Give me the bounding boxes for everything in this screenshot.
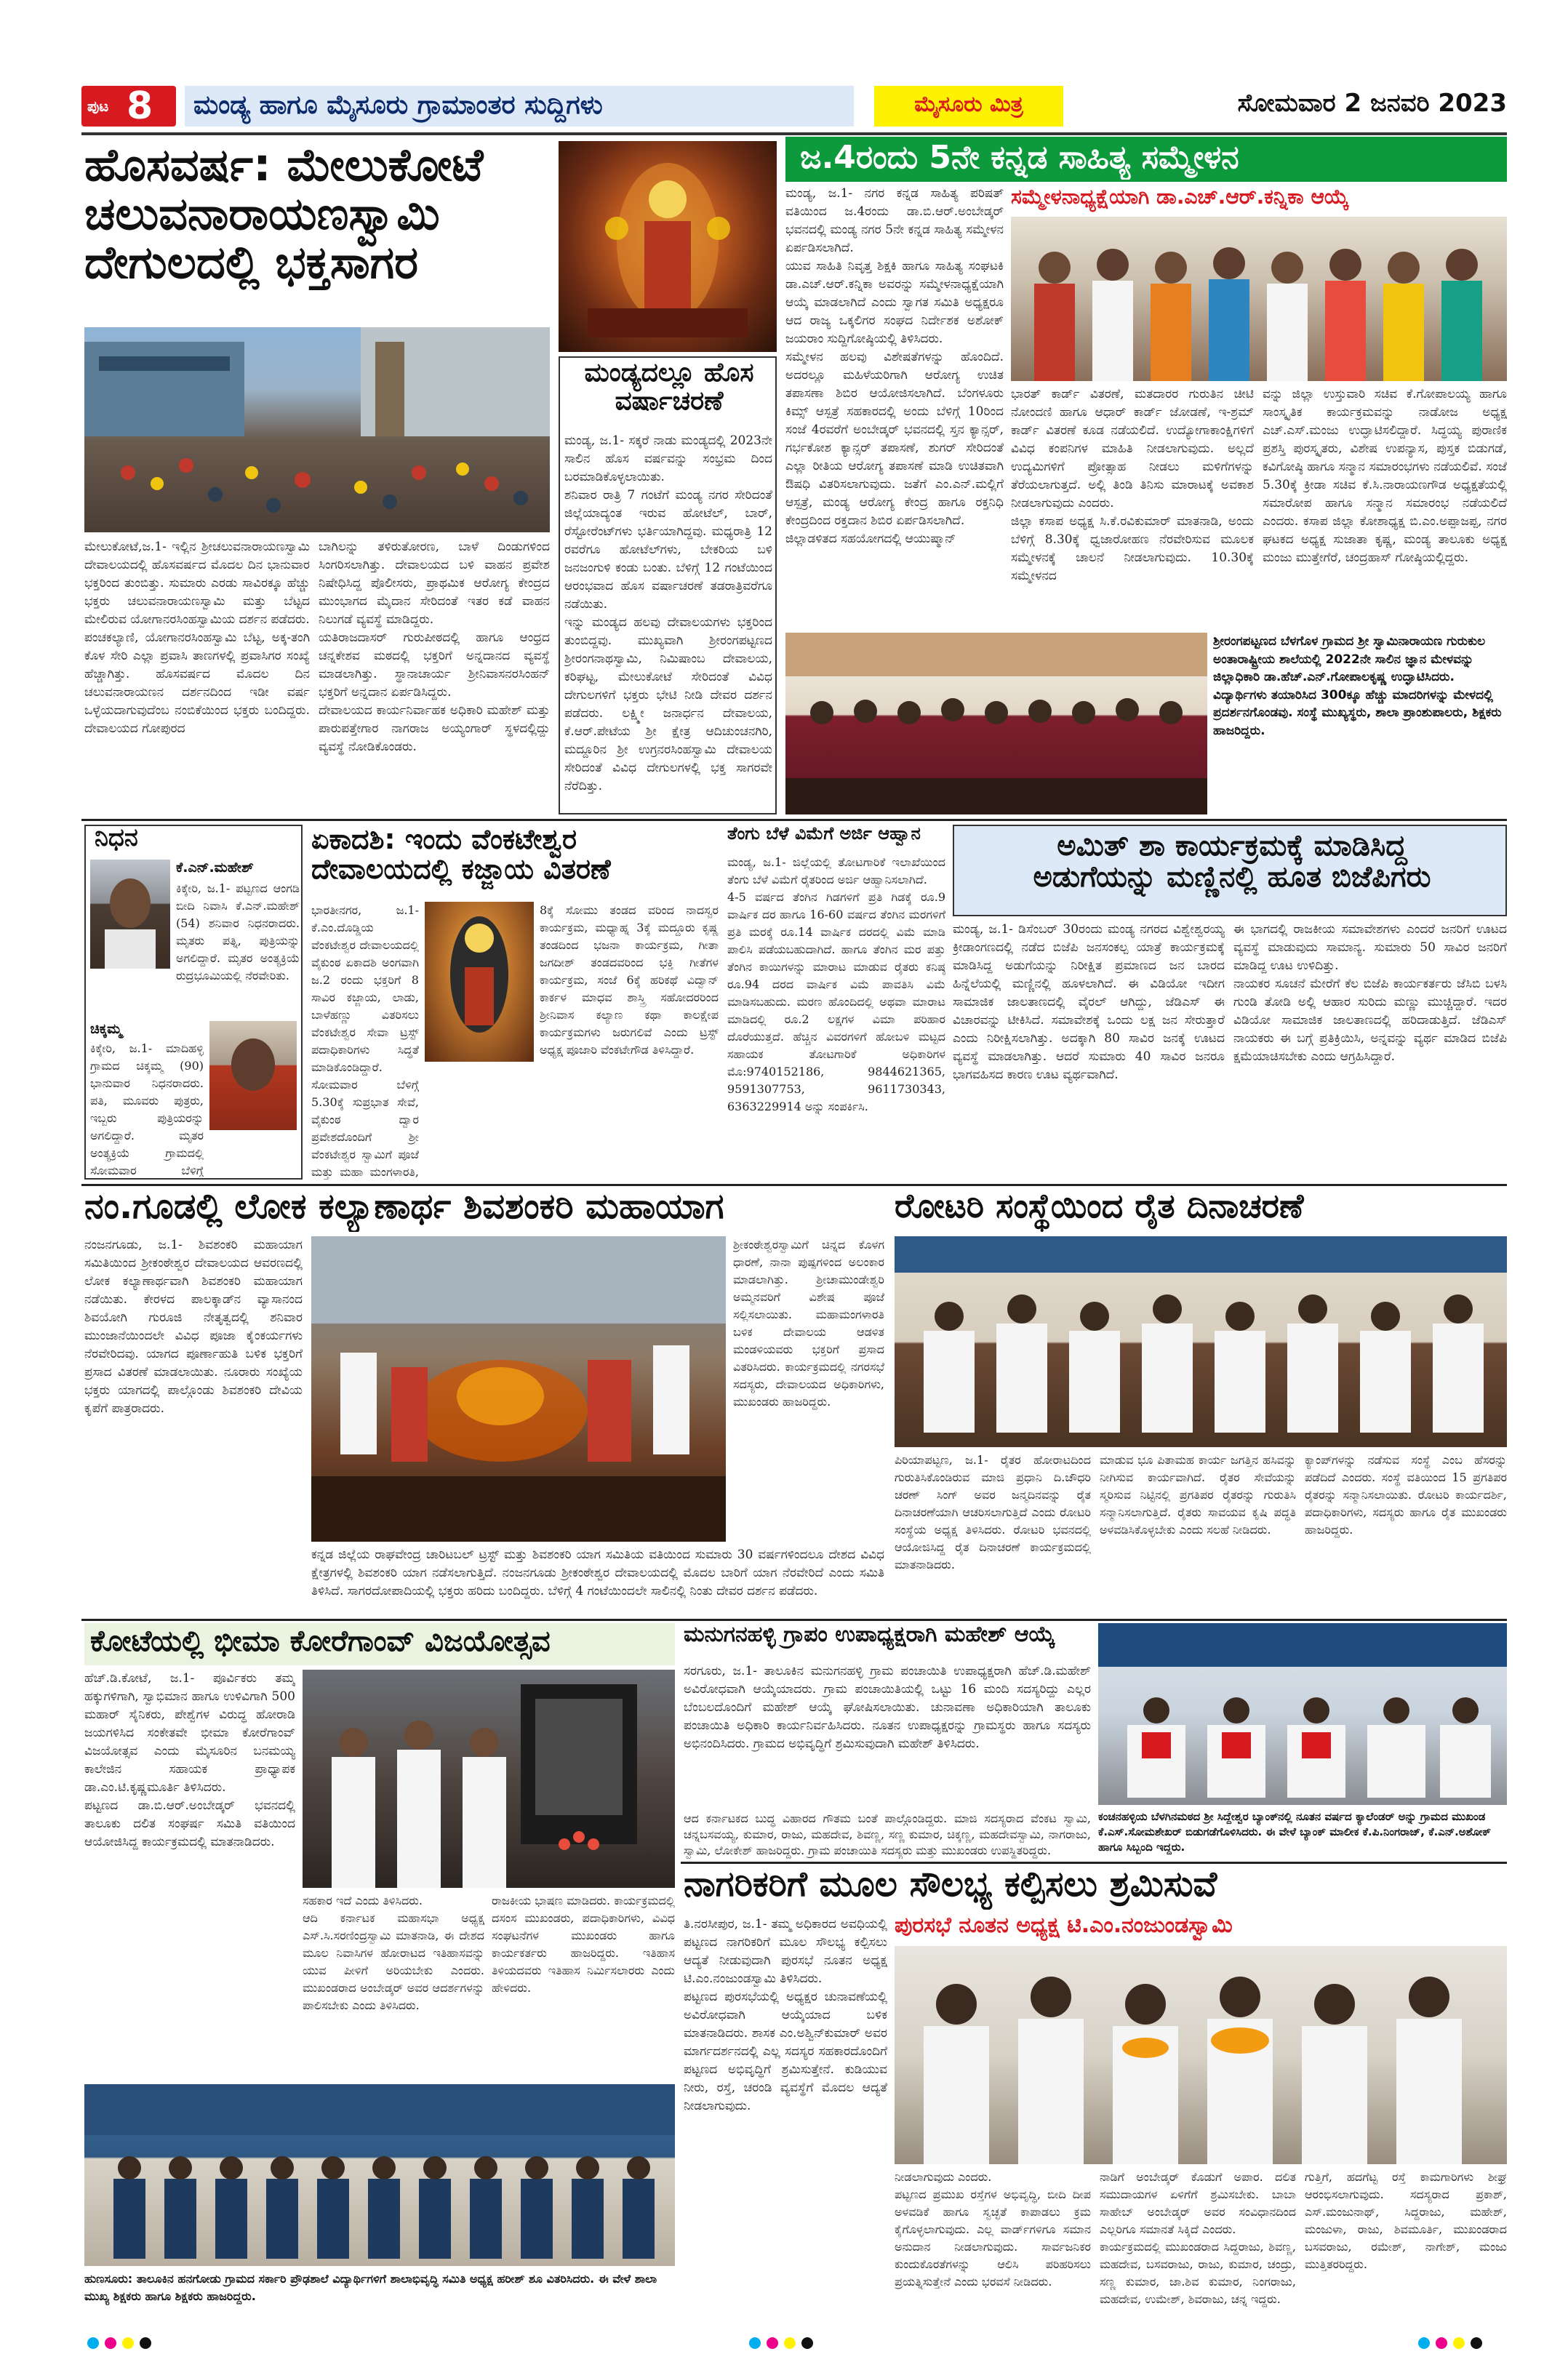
calendar-release-caption: ಕಂಚನಹಳ್ಳಿಯ ಬೆಳಗಿನಮಠದ ಶ್ರೀ ಸಿದ್ದೇಶ್ವರ ಬ್ಯಾಂಕ್‍ನಲ್ಲಿ ನೂತನ ವರ್ಷದ ಕ್ಯಾಲೆಂಡರ್ ಅನ್ನು ಗ್ರಾಮದ ಮುಖಂಡ ಕೆ.ಎಸ್.ಸೋಮಶೇಖರ್ ಬಿಡುಗಡೆಗೊಳಿಸಿದರು. ಈ ವೇಳೆ ಬ್ಯಾಂಕ್ ಮಾಲೀಕ ಕೆ.ಪಿ.ನಿಂಗರಾಜ್, ಕೆ.ಎನ್.ಅಶೋಕ್ ಹಾಗೂ ಸಿಬ್ಬಂದಿ ಇದ್ದರು.	[1098, 1810, 1492, 1854]
yaga-photo	[311, 1236, 726, 1542]
page-number: 8	[127, 84, 153, 128]
story11-body-right: ಗುತ್ತಿಗೆ, ಹದಗೆಟ್ಟ ರಸ್ತೆ ಕಾಮಗಾರಿಗಳು ಶೀಘ್ರ ಆರಂಭಿಸಲಾಗುವುದು. ಸದಸ್ಯರಾದ ಪ್ರಕಾಶ್, ಎಸ್.ಮಂಜುನಾಥ್, ಸಿದ್ದರಾಜು, ಮಹೇಶ್, ಮಂಜುಳಾ, ರಾಜು, ಶಿವಮೂರ್ತಿ, ಮುಖಂಡರಾದ ಬಸವರಾಜು, ರಮೇಶ್, ನಾಗೇಶ್, ಮಂಜು ಮುತ್ತಿತರರಿದ್ದರು.	[1305, 2170, 1507, 2271]
story8-body-mid: ಮಾಡುವ ಭೂ ಪಿತಾಮಹ ಕಾರ್ಯ ಜಗತ್ತಿನ ಹಸಿವನ್ನು ನೀಗಿಸುವ ಕಾರ್ಯವಾಗಿದೆ. ರೈತರ ಸೇವೆಯನ್ನು ಸ್ಮರಿಸುವ ನಿಟ್ಟಿನಲ್ಲಿ ಪ್ರಗತಿಪರ ರೈತರನ್ನು ಗುರುತಿಸಿ ಸನ್ಮಾನಿಸಲಾಗುತ್ತಿದೆ. ರೈತರು ಸಾವಯವ ಕೃಷಿ ಪದ್ಧತಿ ಅಳವಡಿಸಿಕೊಳ್ಳಬೇಕು ಎಂದು ಸಲಹೆ ನೀಡಿದರು.	[1100, 1453, 1296, 1537]
story12-body-mid: ನಾಡಿಗೆ ಅಂಬೇಡ್ಕರ್ ಕೊಡುಗೆ ಅಪಾರ. ದಲಿತ ಸಮುದಾಯಗಳ ಏಳಿಗೆಗೆ ಶ್ರಮಿಸಬೇಕು. ಬಾಬಾ ಸಾಹೇಬ್ ಅಂಬೇಡ್ಕರ್ ಅವರ ಸಂವಿಧಾನದಿಂದ ಎಲ್ಲರಿಗೂ ಸಮಾನತೆ ಸಿಕ್ಕಿದೆ ಎಂದರು. ಕಾರ್ಯಕ್ರಮದಲ್ಲಿ ಮುಖಂಡರಾದ ಸಿದ್ದರಾಜು, ಶಿವಣ್ಣ, ಮಹದೇವ, ಬಸವರಾಜು, ರಾಜು, ಕುಮಾರ, ಚಂದ್ರು, ಸಣ್ಣ ಕುಮಾರ, ಜಾ.ಶಿವ ಕುಮಾರ, ನಿಂಗರಾಜು, ಮಹದೇವ, ಉಮೇಶ್, ಶಿವರಾಜು, ಚನ್ನ ಇದ್ದರು.	[1100, 2170, 1296, 2306]
school-event-caption: ಶ್ರೀರಂಗಪಟ್ಟಣದ ಬೆಳಗೊಳ ಗ್ರಾಮದ ಶ್ರೀ ಸ್ವಾಮಿನಾರಾಯಣ ಗುರುಕುಲ ಅಂತಾರಾಷ್ಟ್ರೀಯ ಶಾಲೆಯಲ್ಲಿ 2022ನೇ ಸಾಲಿನ ಜ್ಞಾನ ಮೇಳವನ್ನು ಜಿಲ್ಲಾಧಿಕಾರಿ ಡಾ.ಹೆಚ್.ಎನ್.ಗೋಪಾಲಕೃಷ್ಣ ಉದ್ಘಾಟಿಸಿದರು. ವಿದ್ಯಾರ್ಥಿಗಳು ತಯಾರಿಸಿದ 300ಕ್ಕೂ ಹೆಚ್ಚು ಮಾದರಿಗಳನ್ನು ಮೇಳದಲ್ಲಿ ಪ್ರದರ್ಶನಗೊಂಡವು. ಸಂಸ್ಥೆ ಮುಖ್ಯಸ್ಥರು, ಶಾಲಾ ಪ್ರಾಂಶುಪಾಲರು, ಶಿಕ್ಷಕರು ಹಾಜರಿದ್ದರು.	[1213, 634, 1502, 738]
story1-body-mid: ಬಾಗಿಲನ್ನು ತಳಿರುತೋರಣ, ಬಾಳೆ ದಿಂಡುಗಳಿಂದ ಸಿಂಗರಿಸಲಾಗಿತ್ತು. ದೇವಾಲಯದ ಬಳಿ ವಾಹನ ಪ್ರವೇಶ ನಿಷೇಧಿಸಿದ್ದ ಪೊಲೀಸರು, ಪ್ರಾಥಮಿಕ ಆರೋಗ್ಯ ಕೇಂದ್ರದ ಮುಂಭಾಗದ ಮೈದಾನ ಸೇರಿದಂತೆ ಇತರ ಕಡೆ ವಾಹನ ನಿಲುಗಡೆ ವ್ಯವಸ್ಥೆ ಮಾಡಿದ್ದರು. ಯತಿರಾಜದಾಸರ್ ಗುರುಪೀಠದಲ್ಲಿ ಹಾಗೂ ಆಂಧ್ರದ ಚನ್ನಕೇಶವ ಮಠದಲ್ಲಿ ಭಕ್ತರಿಗೆ ಅನ್ನದಾನದ ವ್ಯವಸ್ಥೆ ಮಾಡಲಾಗಿತ್ತು. ಸ್ಥಾನಾಚಾರ್ಯ ಶ್ರೀನಿವಾಸನರಸಿಂಹನ್ ಭಕ್ತರಿಗೆ ಅನ್ನದಾನ ಏರ್ಪಡಿಸಿದ್ದರು. ದೇವಾಲಯದ ಕಾರ್ಯನಿರ್ವಾಹಕ ಅಧಿಕಾರಿ ಮಹೇಶ್ ಮತ್ತು ಪಾರುಪತ್ತೇಗಾರ ನಾಗರಾಜ ಅಯ್ಯಂಗಾರ್ ಸ್ಥಳದಲ್ಲಿದ್ದು ವ್ಯವಸ್ಥೆ ನೋಡಿಕೊಂಡರು.	[319, 540, 550, 754]
story8-body-right: ಕ್ಯಾಂಪ್‍ಗಳನ್ನು ನಡೆಸುವ ಸಂಸ್ಥೆ ಎಂಬ ಹೆಸರನ್ನು ಪಡೆದಿದೆ ಎಂದರು. ಸಂಸ್ಥೆ ವತಿಯಿಂದ 15 ಪ್ರಗತಿಪರ ರೈತರನ್ನು ಸನ್ಮಾನಿಸಲಾಯಿತು. ರೋಟರಿ ಕಾರ್ಯದರ್ಶಿ, ಪದಾಧಿಕಾರಿಗಳು, ಸದಸ್ಯರು ಹಾಗೂ ರೈತ ಮುಖಂಡರು ಹಾಜರಿದ್ದರು.	[1305, 1453, 1507, 1537]
rotary-farmers-photo	[895, 1236, 1507, 1447]
story11-subhead: ಪುರಸಭೆ ನೂತನ ಅಧ್ಯಕ್ಷ ಟಿ.ಎಂ.ನಂಜುಂಡಸ್ವಾಮಿ	[895, 1913, 1233, 1938]
story3-subhead: ಸಮ್ಮೇಳನಾಧ್ಯಕ್ಷೆಯಾಗಿ ಡಾ.ಎಚ್.ಆರ್.ಕನ್ನಿಕಾ ಆಯ್ಕೆ	[1011, 185, 1349, 209]
shoe-distribution-photo	[84, 2084, 675, 2266]
temple-crowd-photo	[84, 327, 550, 532]
story6-body-right: ಈ ಭಾಗದಲ್ಲಿ ರಾಜಕೀಯ ಸಮಾವೇಶಗಳು ಎಂದರೆ ಜನರಿಗೆ ಊಟದ ವ್ಯವಸ್ಥೆ ಮಾಡುವುದು ಸಾಮಾನ್ಯ. ಸುಮಾರು 50 ಸಾವಿರ ಜನರಿಗೆ ಮಾಡಿದ್ದ ಊಟ ಉಳಿದಿತ್ತು. ನಾಯಕರ ಸೂಚನೆ ಮೇರೆಗೆ ಕೆಲ ಬಿಜೆಪಿ ಕಾರ್ಯಕರ್ತರು ಜೆಸಿಬಿ ಬಳಸಿ ಗುಂಡಿ ತೋಡಿ ಅಲ್ಲಿ ಆಹಾರ ಸುರಿದು ಮಣ್ಣು ಮುಚ್ಚಿದ್ದಾರೆ. ಇದರ ವಿಡಿಯೋ ಸಾಮಾಜಿಕ ಜಾಲತಾಣದಲ್ಲಿ ಹರಿದಾಡುತ್ತಿದೆ. ಜೆಡಿಎಸ್ ನಾಯಕರು ಈ ಬಗ್ಗೆ ಪ್ರತಿಕ್ರಿಯಿಸಿ, ಅನ್ನವನ್ನು ವ್ಯರ್ಥ ಮಾಡಿದ ಬಿಜೆಪಿ ಕ್ಷಮೆಯಾಚಿಸಬೇಕು ಎಂದು ಆಗ್ರಹಿಸಿದ್ದಾರೆ.	[1233, 922, 1507, 1064]
sammelana-group-photo	[1011, 217, 1507, 381]
divider-row2	[81, 1184, 1507, 1186]
page-badge	[81, 86, 176, 127]
masthead	[81, 86, 1507, 127]
venkateshwara-idol-photo	[425, 902, 534, 1062]
school-event-photo	[785, 633, 1207, 814]
divider-row1	[81, 819, 1507, 821]
story11-body-left: ತಿ.ನರಸೀಪುರ, ಜ.1- ತಮ್ಮ ಅಧಿಕಾರದ ಅವಧಿಯಲ್ಲಿ ಪಟ್ಟಣದ ನಾಗರಿಕರಿಗೆ ಮೂಲ ಸೌಲಭ್ಯ ಕಲ್ಪಿಸಲು ಆದ್ಯತೆ ನೀಡುವುದಾಗಿ ಪುರಸಭೆ ನೂತನ ಅಧ್ಯಕ್ಷ ಟಿ.ಎಂ.ನಂಜುಂಡಸ್ವಾಮಿ ತಿಳಿಸಿದರು. ಪಟ್ಟಣದ ಪುರಸಭೆಯಲ್ಲಿ ಅಧ್ಯಕ್ಷರ ಚುನಾವಣೆಯಲ್ಲಿ ಅವಿರೋಧವಾಗಿ ಆಯ್ಕೆಯಾದ ಬಳಿಕ ಮಾತನಾಡಿದರು. ಶಾಸಕ ಎಂ.ಅಶ್ವಿನ್‍ಕುಮಾರ್ ಅವರ ಮಾರ್ಗದರ್ಶನದಲ್ಲಿ ಎಲ್ಲ ಸದಸ್ಯರ ಸಹಕಾರದೊಂದಿಗೆ ಪಟ್ಟಣದ ಅಭಿವೃದ್ಧಿಗೆ ಶ್ರಮಿಸುತ್ತೇನೆ. ಕುಡಿಯುವ ನೀರು, ರಸ್ತೆ, ಚರಂಡಿ ವ್ಯವಸ್ಥೆಗೆ ಮೊದಲ ಆದ್ಯತೆ ನೀಡಲಾಗುವುದು.	[684, 1917, 887, 2113]
obit-body-2: ಕಿಕ್ಕೇರಿ, ಜ.1- ಮಾದಿಹಳ್ಳಿ ಗ್ರಾಮದ ಚಿಕ್ಕಮ್ಮ (90) ಭಾನುವಾರ ನಿಧನರಾದರು. ಪತಿ, ಮೂವರು ಪುತ್ರರು, ಇಬ್ಬರು ಪುತ್ರಿಯರನ್ನು ಅಗಲಿದ್ದಾರೆ. ಮೃತರ ಅಂತ್ಯಕ್ರಿಯೆ ಗ್ರಾಮದಲ್ಲಿ ಸೋಮವಾರ ಬೆಳಿಗ್ಗೆ	[90, 1041, 204, 1177]
divider-row3	[81, 1619, 1507, 1621]
obit-photo-1	[90, 860, 170, 969]
story9-body-mid: ಸಹಕಾರ ಇದೆ ಎಂದು ತಿಳಿಸಿದರು. ಆದಿ ಕರ್ನಾಟಕ ಮಹಾಸಭಾ ಅಧ್ಯಕ್ಷ ಎಸ್.ಸಿ.ಸರಣಿಂದ್ರಸ್ವಾಮಿ ಮಾತನಾಡಿ, ಈ ದೇಶದ ಮೂಲ ನಿವಾಸಿಗಳ ಹೋರಾಟದ ಇತಿಹಾಸವನ್ನು ಯುವ ಪೀಳಿಗೆ ಅರಿಯಬೇಕು ಎಂದರು. ಮುಖಂಡರಾದ ಅಂಬೇಡ್ಕರ್ ಅವರ ಆದರ್ಶಗಳನ್ನು ಪಾಲಿಸಬೇಕು ಎಂದು ತಿಳಿಸಿದರು.	[303, 1894, 484, 2012]
page-label: ಪುಟ	[87, 97, 109, 115]
story6-body-left: ಮಂಡ್ಯ, ಜ.1- ಡಿಸೆಂಬರ್ 30ರಂದು ಮಂಡ್ಯ ನಗರದ ವಿಶ್ವೇಶ್ವರಯ್ಯ ಕ್ರೀಡಾಂಗಣದಲ್ಲಿ ನಡೆದ ಬಿಜೆಪಿ ಜನಸಂಕಲ್ಪ ಯಾತ್ರೆ ಕಾರ್ಯಕ್ರಮಕ್ಕೆ ಮಾಡಿಸಿದ್ದ ಅಡುಗೆಯನ್ನು ನಿರೀಕ್ಷಿತ ಪ್ರಮಾಣದ ಜನ ಬಾರದ ಹಿನ್ನೆಲೆಯಲ್ಲಿ ಮಣ್ಣಿನಲ್ಲಿ ಹೂಳಲಾಗಿದೆ. ಈ ವಿಡಿಯೋ ಇದೀಗ ಸಾಮಾಜಿಕ ಜಾಲತಾಣದಲ್ಲಿ ವೈರಲ್ ಆಗಿದ್ದು, ಜೆಡಿಎಸ್ ಈ ವಿಚಾರವನ್ನು ಟೀಕಿಸಿದೆ. ಸಮಾವೇಶಕ್ಕೆ ಒಂದು ಲಕ್ಷ ಜನ ಸೇರುತ್ತಾರೆ ಎಂದು ನಿರೀಕ್ಷಿಸಲಾಗಿತ್ತು. ಅದಕ್ಕಾಗಿ 80 ಸಾವಿರ ಜನಕ್ಕೆ ಊಟದ ವ್ಯವಸ್ಥೆ ಮಾಡಲಾಗಿತ್ತು. ಆದರೆ ಸುಮಾರು 40 ಸಾವಿರ ಜನರೂ ಭಾಗವಹಿಸದ ಕಾರಣ ಊಟ ವ್ಯರ್ಥವಾಗಿದೆ.	[953, 922, 1225, 1082]
obit-body-1: ಕಿಕ್ಕೇರಿ, ಜ.1- ಪಟ್ಟಣದ ಆಂಗಡಿ ಬೀದಿ ನಿವಾಸಿ ಕೆ.ಎನ್.ಮಹೇಶ್ (54) ಶನಿವಾರ ನಿಧನರಾದರು. ಮೃತರು ಪತ್ನಿ, ಪುತ್ರಿಯನ್ನು ಅಗಲಿದ್ದಾರೆ. ಮೃತರ ಅಂತ್ಯಕ್ರಿಯೆ ರುದ್ರಭೂಮಿಯಲ್ಲಿ ನೆರವೇರಿತು.	[176, 881, 300, 982]
story7-body-bottom: ಕನ್ನಡ ಜಿಲ್ಲೆಯ ರಾಘವೇಂದ್ರ ಚಾರಿಟಬಲ್ ಟ್ರಸ್ಟ್ ಮತ್ತು ಶಿವಶಂಕರಿ ಯಾಗ ಸಮಿತಿಯ ವತಿಯಿಂದ ಸುಮಾರು 30 ವರ್ಷಗಳಿಂದಲೂ ದೇಶದ ವಿವಿಧ ಕ್ಷೇತ್ರಗಳಲ್ಲಿ ಶಿವಶಂಕರಿ ಯಾಗ ನಡೆಸಲಾಗುತ್ತಿದೆ. ನಂಜನಗೂಡು ಶ್ರೀಕಂಠೇಶ್ವರ ದೇವಾಲಯದಲ್ಲಿ ಮೊದಲ ಬಾರಿಗೆ ಯಾಗ ನೆರವೇರಿದೆ ಎಂದು ಸಮಿತಿ ತಿಳಿಸಿದೆ. ಸಾಗರದೋಪಾದಿಯಲ್ಲಿ ಭಕ್ತರು ಹರಿದು ಬಂದಿದ್ದರು. ಬೆಳಿಗ್ಗೆ 4 ಗಂಟೆಯಿಂದಲೇ ಸಾಲಿನಲ್ಲಿ ನಿಂತು ದೇವರ ದರ್ಶನ ಪಡೆದರು.	[311, 1548, 884, 1598]
date-line: ಸೋಮವಾರ 2 ಜನವರಿ 2023	[1237, 89, 1507, 118]
registration-marks-center	[749, 2337, 822, 2352]
story10-body: ಸರಗೂರು, ಜ.1- ತಾಲೂಕಿನ ಮನುಗನಹಳ್ಳಿ ಗ್ರಾಮ ಪಂಚಾಯಿತಿ ಉಪಾಧ್ಯಕ್ಷರಾಗಿ ಹೆಚ್.ಡಿ.ಮಹೇಶ್ ಅವಿರೋಧವಾಗಿ ಆಯ್ಕೆಯಾದರು. ಗ್ರಾಮ ಪಂಚಾಯಿತಿಯಲ್ಲಿ ಒಟ್ಟು 16 ಮಂದಿ ಸದಸ್ಯರಿದ್ದು ಎಲ್ಲರ ಬೆಂಬಲದೊಂದಿಗೆ ಮಹೇಶ್ ಆಯ್ಕೆ ಘೋಷಿಸಲಾಯಿತು. ಚುನಾವಣಾ ಅಧಿಕಾರಿಯಾಗಿ ತಾಲೂಕು ಪಂಚಾಯಿತಿ ಅಧಿಕಾರಿ ಕಾರ್ಯನಿರ್ವಹಿಸಿದರು. ನೂತನ ಉಪಾಧ್ಯಕ್ಷರನ್ನು ಗ್ರಾಮಸ್ಥರು ಹಾಗೂ ಸದಸ್ಯರು ಅಭಿನಂದಿಸಿದರು. ಗ್ರಾಮದ ಅಭಿವೃದ್ಧಿಗೆ ಶ್ರಮಿಸುವುದಾಗಿ ಮಹೇಶ್ ತಿಳಿಸಿದರು.	[684, 1664, 1091, 1751]
story5-headline: ತೆಂಗು ಬೆಳೆ ವಿಮೆಗೆ ಅರ್ಜಿ ಆಹ್ವಾನ	[727, 825, 921, 844]
story10-headline: ಮನುಗನಹಳ್ಳಿ ಗ್ರಾಪಂ ಉಪಾಧ್ಯಕ್ಷರಾಗಿ ಮಹೇಶ್ ಆಯ್ಕೆ	[684, 1623, 1055, 1647]
story9-body-right: ರಾಜಕೀಯ ಭಾಷಣ ಮಾಡಿದರು. ಕಾರ್ಯಕ್ರಮದಲ್ಲಿ ದಸಂಸ ಮುಖಂಡರು, ಪದಾಧಿಕಾರಿಗಳು, ವಿವಿಧ ಸಂಘಟನೆಗಳ ಮುಖಂಡರು ಹಾಗೂ ಕಾರ್ಯಕರ್ತರು ಹಾಜರಿದ್ದರು. ಇತಿಹಾಸ ತಿಳಿಯದವರು ಇತಿಹಾಸ ನಿರ್ಮಿಸಲಾರರು ಎಂದು ಹೇಳಿದರು.	[492, 1894, 675, 1995]
story5-body: ಮಂಡ್ಯ, ಜ.1- ಜಿಲ್ಲೆಯಲ್ಲಿ ತೋಟಗಾರಿಕೆ ಇಲಾಖೆಯಿಂದ ತೆಂಗು ಬೆಳೆ ವಿಮೆಗೆ ರೈತರಿಂದ ಅರ್ಜಿ ಆಹ್ವಾನಿಸಲಾಗಿದೆ. 4-5 ವರ್ಷದ ತೆಂಗಿನ ಗಿಡಗಳಿಗೆ ಪ್ರತಿ ಗಿಡಕ್ಕೆ ರೂ.9 ವಾರ್ಷಿಕ ದರ ಹಾಗೂ 16-60 ವರ್ಷದ ತೆಂಗಿನ ಮರಗಳಿಗೆ ಪ್ರತಿ ಮರಕ್ಕೆ ರೂ.14 ವಾರ್ಷಿಕ ದರದಲ್ಲಿ ವಿಮೆ ಮಾಡಿ ಪಾಲಿಸಿ ಪಡೆಯಬಹುದಾಗಿದೆ. ಹಾಗೂ ತೆಂಗಿನ ಮರ ಪತ್ತು ತೆಂಗಿನ ಕಾಯಿಗಳನ್ನು ಮಾರಾಟ ಮಾಡುವ ರೈತರು ಕನಿಷ್ಠ ರೂ.94 ದರದ ವಾರ್ಷಿಕ ವಿಮೆ ಪಾವತಿಸಿ ವಿಮೆ ಮಾಡಿಸಬಹುದು. ಮರಣ ಹೊಂದಿದಲ್ಲಿ ಅಥವಾ ಮಾರಾಟ ಮಾಡಿದಲ್ಲಿ ರೂ.2 ಲಕ್ಷಗಳ ವಿಮಾ ಪರಿಹಾರ ದೊರೆಯುತ್ತದೆ. ಹೆಚ್ಚಿನ ವಿವರಗಳಿಗೆ ಹೋಬಳಿ ಮಟ್ಟದ ಸಹಾಯಕ ತೋಟಗಾರಿಕೆ ಅಧಿಕಾರಿಗಳ ಮೊ:9740152186, 9844621365, 9591307753, 9611730343, 6363229914 ಅನ್ನು ಸಂಪರ್ಕಿಸಿ.	[727, 855, 945, 1113]
story3-body-mid: ಭಾರತ್ ಕಾರ್ಡ್ ವಿತರಣೆ, ಮತದಾರರ ಗುರುತಿನ ಚೀಟಿ ನೋಂದಣಿ ಹಾಗೂ ಆಧಾರ್ ಕಾರ್ಡ್ ಜೋಡಣೆ, ಇ-ಶ್ರಮ್ ಕಾರ್ಡ್ ವಿತರಣೆ ಕೂಡ ನಡೆಯಲಿದೆ. ಉದ್ಯೋಗಾಕಾಂಕ್ಷಿಗಳಿಗೆ ವಿವಿಧ ಕಂಪನಿಗಳ ಮಾಹಿತಿ ನೀಡಲಾಗುವುದು. ಅಲ್ಲದೆ ಉದ್ಯಮಿಗಳಿಗೆ ಪ್ರೋತ್ಸಾಹ ನೀಡಲು ಮಳಿಗೆಗಳನ್ನು ತೆರೆಯಲಾಗುತ್ತದೆ. ಅಲ್ಲಿ ತಿಂಡಿ ತಿನಿಸು ಮಾರಾಟಕ್ಕೆ ಅವಕಾಶ ನೀಡಲಾಗುವುದು ಎಂದರು. ಜಿಲ್ಲಾ ಕಸಾಪ ಅಧ್ಯಕ್ಷ ಸಿ.ಕೆ.ರವಿಕುಮಾರ್ ಮಾತನಾಡಿ, ಅಂದು ಬೆಳಿಗ್ಗೆ 8.30ಕ್ಕೆ ಧ್ವಜಾರೋಹಣ ನೆರವೇರಿಸುವ ಮೂಲಕ ಸಮ್ಮೇಳನಕ್ಕೆ ಚಾಲನೆ ನೀಡಲಾಗುವುದು. 10.30ಕ್ಕೆ ಸಮ್ಮೇಳನದ	[1011, 387, 1254, 583]
story9-headline: ಕೋಟೆಯಲ್ಲಿ ಭೀಮಾ ಕೋರೆಗಾಂವ್ ವಿಜಯೋತ್ಸವ	[90, 1626, 551, 1658]
registration-marks-left	[87, 2337, 160, 2352]
story3-body-right: ವನ್ನು ಜಿಲ್ಲಾ ಉಸ್ತುವಾರಿ ಸಚಿವ ಕೆ.ಗೋಪಾಲಯ್ಯ ಹಾಗೂ ಸಾಂಸ್ಕೃತಿಕ ಕಾರ್ಯಕ್ರಮವನ್ನು ನಾಡೋಜ ಅಧ್ಯಕ್ಷ ಎಚ್.ಎಸ್.ಮಂಜು ಉದ್ಘಾಟಿಸಲಿದ್ದಾರೆ. ಸಿದ್ಧಯ್ಯ ಪುರಾಣಿಕ ಪ್ರಶಸ್ತಿ ಪುರಸ್ಕೃತರು, ವಿಶೇಷ ಉಪನ್ಯಾಸ, ಪುಸ್ತಕ ಬಿಡುಗಡೆ, ಕವಿಗೋಷ್ಠಿ ಹಾಗೂ ಸನ್ಮಾನ ಸಮಾರಂಭಗಳು ನಡೆಯಲಿವೆ. ಸಂಜೆ 5.30ಕ್ಕೆ ಕ್ರೀಡಾ ಸಚಿವ ಕೆ.ಸಿ.ನಾರಾಯಣಗೌಡ ಅಧ್ಯಕ್ಷತೆಯಲ್ಲಿ ಸಮಾರೋಪ ಹಾಗೂ ಸನ್ಮಾನ ಸಮಾರಂಭ ನಡೆಯಲಿದೆ ಎಂದರು. ಕಸಾಪ ಜಿಲ್ಲಾ ಕೋಶಾಧ್ಯಕ್ಷ ಬಿ.ಎಂ.ಅಪ್ಪಾಜಪ್ಪ, ನಗರ ಘಟಕದ ಅಧ್ಯಕ್ಷ ಸುಜಾತಾ ಕೃಷ್ಣ, ಮಂಡ್ಯ ತಾಲೂಕು ಅಧ್ಯಕ್ಷ ಮಂಜು ಮುತ್ತೇಗೆರೆ, ಚಂದ್ರಹಾಸ್ ಗೋಷ್ಠಿಯಲ್ಲಿದ್ದರು.	[1263, 387, 1507, 565]
temple-photo	[559, 141, 777, 352]
story1-body-left: ಮೇಲುಕೋಟೆ,ಜ.1- ಇಲ್ಲಿನ ಶ್ರೀಚಲುವನಾರಾಯಣಸ್ವಾಮಿ ದೇವಾಲಯದಲ್ಲಿ ಹೊಸವರ್ಷದ ಮೊದಲ ದಿನ ಭಾನುವಾರ ಭಕ್ತರಿಂದ ತುಂಬಿತ್ತು. ಸುಮಾರು ಎರಡು ಸಾವಿರಕ್ಕೂ ಹೆಚ್ಚು ಭಕ್ತರು ಚಲುವನಾರಾಯಣಸ್ವಾಮಿ ಮತ್ತು ಬೆಟ್ಟದ ಮೇಲಿರುವ ಯೋಗಾನರಸಿಂಹಸ್ವಾಮಿಯ ದರ್ಶನ ಪಡೆದರು. ಪಂಚಕಲ್ಯಾಣಿ, ಯೋಗಾನರಸಿಂಹಸ್ವಾಮಿ ಬೆಟ್ಟ, ಅಕ್ಕ-ತಂಗಿ ಕೊಳ ಸೇರಿ ಎಲ್ಲಾ ಪ್ರವಾಸಿ ತಾಣಗಳಲ್ಲಿ ಪ್ರವಾಸಿಗರ ಸಂಖ್ಯೆ ಹೆಚ್ಚಾಗಿತ್ತು. ಹೊಸವರ್ಷದ ಮೊದಲ ದಿನ ಚಲುವನಾರಾಯಣನ ದರ್ಶನದಿಂದ ಇಡೀ ವರ್ಷ ಒಳ್ಳೆಯದಾಗುವುದೆಂಬ ನಂಬಿಕೆಯಿಂದ ಭಕ್ತರು ಬಂದಿದ್ದರು. ದೇವಾಲಯದ ಗೋಪುರದ	[84, 540, 310, 736]
obit-heading: ನಿಧನ	[95, 825, 138, 852]
divider-story11	[681, 1862, 1507, 1864]
section-title: ಮಂಡ್ಯ ಹಾಗೂ ಮೈಸೂರು ಗ್ರಾಮಾಂತರ ಸುದ್ದಿಗಳು	[185, 86, 854, 127]
story3-banner	[785, 137, 1507, 182]
story9-body-left: ಹೆಚ್.ಡಿ.ಕೋಟೆ, ಜ.1- ಪೂರ್ವಿಕರು ತಮ್ಮ ಹಕ್ಕುಗಳಿಗಾಗಿ, ಸ್ವಾಭಿಮಾನ ಹಾಗೂ ಉಳಿವಿಗಾಗಿ 500 ಮಹಾರ್ ಸೈನಿಕರು, ಪೇಶ್ವೆಗಳ ವಿರುದ್ಧ ಹೋರಾಡಿ ಜಯಗಳಿಸಿದ ಸಂಕೇತವೇ ಭೀಮಾ ಕೋರೆಗಾಂವ್ ವಿಜಯೋತ್ಸವ ಎಂದು ಮೈಸೂರಿನ ಬನಮಯ್ಯ ಕಾಲೇಜಿನ ಸಹಾಯಕ ಪ್ರಾಧ್ಯಾಪಕ ಡಾ.ಎಂ.ಟಿ.ಕೃಷ್ಣಮೂರ್ತಿ ತಿಳಿಸಿದರು. ಪಟ್ಟಣದ ಡಾ.ಬಿ.ಆರ್.ಅಂಬೇಡ್ಕರ್ ಭವನದಲ್ಲಿ ತಾಲೂಕು ದಲಿತ ಸಂಘರ್ಷ ಸಮಿತಿ ವತಿಯಿಂದ ಆಯೋಜಿಸಿದ್ದ ಕಾರ್ಯಕ್ರಮದಲ್ಲಿ ಮಾತನಾಡಿದರು.	[84, 1671, 295, 1849]
story7-body-mid: ಶ್ರೀಕಂಠೇಶ್ವರಸ್ವಾಮಿಗೆ ಚಿನ್ನದ ಕೊಳಗ ಧಾರಣೆ, ನಾನಾ ಪುಷ್ಪಗಳಿಂದ ಅಲಂಕಾರ ಮಾಡಲಾಗಿತ್ತು. ಶ್ರೀಚಾಮುಂಡೇಶ್ವರಿ ಅಮ್ಮನವರಿಗೆ ವಿಶೇಷ ಪೂಜೆ ಸಲ್ಲಿಸಲಾಯಿತು. ಮಹಾಮಂಗಳಾರತಿ ಬಳಿಕ ದೇವಾಲಯ ಆಡಳಿತ ಮಂಡಳಿಯವರು ಭಕ್ತರಿಗೆ ಪ್ರಸಾದ ವಿತರಿಸಿದರು. ಕಾರ್ಯಕ್ರಮದಲ್ಲಿ ನಗರಸಭೆ ಸದಸ್ಯರು, ದೇವಾಲಯದ ಅಧಿಕಾರಿಗಳು, ಮುಖಂಡರು ಹಾಜರಿದ್ದರು.	[733, 1238, 884, 1409]
story3-headline: ಜ.4ರಂದು 5ನೇ ಕನ್ನಡ ಸಾಹಿತ್ಯ ಸಮ್ಮೇಳನ	[800, 139, 1239, 176]
story4-headline: ಏಕಾದಶಿ: ಇಂದು ವೆಂಕಟೇಶ್ವರ ದೇವಾಲಯದಲ್ಲಿ ಕಜ್ಜಾಯ ವಿತರಣೆ	[311, 825, 611, 886]
story10-body-mid: ಆದ ಕರ್ನಾಟಕದ ಬುದ್ಧ ವಿಹಾರದ ಗೌತಮ ಬಂತೆ ಪಾಲ್ಗೊಂಡಿದ್ದರು. ಮಾಜಿ ಸದಸ್ಯರಾದ ವೆಂಕಟ ಸ್ವಾಮಿ, ಚನ್ನಬಸವಯ್ಯ, ಕುಮಾರ, ರಾಜು, ಮಹದೇವ, ಶಿವಣ್ಣ, ಸಣ್ಣ ಕುಮಾರ, ಚಿಕ್ಕಣ್ಣ, ಮಹದೇವಸ್ವಾಮಿ, ನಾಗರಾಜು, ಸ್ವಾಮಿ, ಲೋಕೇಶ್ ಹಾಜರಿದ್ದರು. ಗ್ರಾಮ ಪಂಚಾಯಿತಿ ಸದಸ್ಯರು ಮತ್ತು ಮುಖಂಡರು ಉಪಸ್ಥಿತರಿದ್ದರು.	[684, 1811, 1091, 1857]
masthead-rule	[81, 132, 1507, 135]
story8-body-left: ಪಿರಿಯಾಪಟ್ಟಣ, ಜ.1- ರೈತರ ಹೋರಾಟದಿಂದ ಗುರುತಿಸಿಕೊಂಡಿರುವ ಮಾಜಿ ಪ್ರಧಾನಿ ದಿ.ಚೌಧರಿ ಚರಣ್ ಸಿಂಗ್ ಅವರ ಜನ್ಮದಿನವನ್ನು ರೈತ ದಿನಾಚರಣೆಯಾಗಿ ಆಚರಿಸಲಾಗುತ್ತಿದೆ ಎಂದು ರೋಟರಿ ಸಂಸ್ಥೆಯ ಅಧ್ಯಕ್ಷ ತಿಳಿಸಿದರು. ರೋಟರಿ ಭವನದಲ್ಲಿ ಆಯೋಜಿಸಿದ್ದ ರೈತ ದಿನಾಚರಣೆ ಕಾರ್ಯಕ್ರಮದಲ್ಲಿ ಮಾತನಾಡಿದರು.	[895, 1453, 1091, 1572]
story3-body-left: ಮಂಡ್ಯ, ಜ.1- ನಗರ ಕನ್ನಡ ಸಾಹಿತ್ಯ ಪರಿಷತ್ ವತಿಯಿಂದ ಜ.4ರಂದು ಡಾ.ಬಿ.ಆರ್.ಅಂಬೇಡ್ಕರ್ ಭವನದಲ್ಲಿ ಮಂಡ್ಯ ನಗರ 5ನೇ ಕನ್ನಡ ಸಾಹಿತ್ಯ ಸಮ್ಮೇಳನ ಏರ್ಪಡಿಸಲಾಗಿದೆ. ಯುವ ಸಾಹಿತಿ ನಿವೃತ್ತ ಶಿಕ್ಷಕಿ ಹಾಗೂ ಸಾಹಿತ್ಯ ಸಂಘಟಕಿ ಡಾ.ಎಚ್.ಆರ್.ಕನ್ನಿಕಾ ಅವರನ್ನು ಸಮ್ಮೇಳನಾಧ್ಯಕ್ಷೆಯಾಗಿ ಆಯ್ಕೆ ಮಾಡಲಾಗಿದೆ ಎಂದು ಸ್ವಾಗತ ಸಮಿತಿ ಅಧ್ಯಕ್ಷರೂ ಆದ ರಾಜ್ಯ ಒಕ್ಕಲಿಗರ ಸಂಘದ ನಿರ್ದೇಶಕ ಅಶೋಕ್ ಜಯರಾಂ ಸುದ್ದಿಗೋಷ್ಠಿಯಲ್ಲಿ ತಿಳಿಸಿದರು. ಸಮ್ಮೇಳನ ಹಲವು ವಿಶೇಷತೆಗಳನ್ನು ಹೊಂದಿದೆ. ಅದರಲ್ಲೂ ಮಹಿಳೆಯರಿಗಾಗಿ ಆರೋಗ್ಯ ಉಚಿತ ತಪಾಸಣಾ ಶಿಬಿರ ಆಯೋಜಿಸಲಾಗಿದೆ. ಬೆಂಗಳೂರು ಕಿಮ್ಸ್ ಆಸ್ಪತ್ರೆ ಸಹಕಾರದಲ್ಲಿ ಅಂದು ಬೆಳಿಗ್ಗೆ 10ರಿಂದ ಸಂಜೆ 4ರವರೆಗೆ ಅಂಬೇಡ್ಕರ್ ಭವನದಲ್ಲಿ ಸ್ತನ ಕ್ಯಾನ್ಸರ್, ಗರ್ಭಕೋಶ ಕ್ಯಾನ್ಸರ್ ತಪಾಸಣೆ, ಶುಗರ್ ಸೇರಿದಂತೆ ಎಲ್ಲಾ ರೀತಿಯ ಆರೋಗ್ಯ ತಪಾಸಣೆ ಮಾಡಿ ಉಚಿತವಾಗಿ ಔಷಧಿ ವಿತರಿಸಲಾಗುವುದು. ಜತೆಗೆ ಎಂ.ಎನ್.ಮಲ್ಲಿಗೆ ಆಸ್ಪತ್ರೆ, ಮಂಡ್ಯ ಆರೋಗ್ಯ ಕೇಂದ್ರ ಹಾಗೂ ರಕ್ತನಿಧಿ ಕೇಂದ್ರದಿಂದ ರಕ್ತದಾನ ಶಿಬಿರ ಏರ್ಪಡಿಸಲಾಗಿದೆ. ಜಿಲ್ಲಾಡಳಿತದ ಸಹಯೋಗದಲ್ಲಿ ಆಯುಷ್ಮಾನ್	[785, 186, 1004, 546]
koregaon-event-photo	[303, 1670, 675, 1888]
obit-name-2: ಚಿಕ್ಕಮ್ಮ	[90, 1021, 122, 1037]
story1-headline: ಹೊಸವರ್ಷ: ಮೇಲುಕೋಟೆ ಚಲುವನಾರಾಯಣಸ್ವಾಮಿ ದೇಗುಲದಲ್ಲಿ ಭಕ್ತಸಾಗರ	[84, 141, 484, 289]
story7-headline: ನಂ.ಗೂಡಲ್ಲಿ ಲೋಕ ಕಲ್ಯಾಣಾರ್ಥ ಶಿವಶಂಕರಿ ಮಹಾಯಾಗ	[84, 1188, 724, 1227]
purasabhe-president-photo	[895, 1946, 1507, 2164]
registration-marks-right	[1418, 2337, 1491, 2352]
story11-body-mid: ನೀಡಲಾಗುವುದು ಎಂದರು. ಪಟ್ಟಣದ ಪ್ರಮುಖ ರಸ್ತೆಗಳ ಅಭಿವೃದ್ಧಿ, ಬೀದಿ ದೀಪ ಅಳವಡಿಕೆ ಹಾಗೂ ಸ್ವಚ್ಛತೆ ಕಾಪಾಡಲು ಕ್ರಮ ಕೈಗೊಳ್ಳಲಾಗುವುದು. ಎಲ್ಲ ವಾರ್ಡ್‍ಗಳಿಗೂ ಸಮಾನ ಅನುದಾನ ನೀಡಲಾಗುವುದು. ಸಾರ್ವಜನಿಕರ ಕುಂದುಕೊರತೆಗಳನ್ನು ಆಲಿಸಿ ಪರಿಹರಿಸಲು ಪ್ರಯತ್ನಿಸುತ್ತೇನೆ ಎಂದು ಭರವಸೆ ನೀಡಿದರು.	[895, 2170, 1091, 2289]
story2-headline: ಮಂಡ್ಯದಲ್ಲೂ ಹೊಸ ವರ್ಷಾಚರಣೆ	[584, 359, 754, 416]
story6-headline: ಅಮಿತ್ ಶಾ ಕಾರ್ಯಕ್ರಮಕ್ಕೆ ಮಾಡಿಸಿದ್ದ ಅಡುಗೆಯನ್ನು ಮಣ್ಣಿನಲ್ಲಿ ಹೂತ ಬಿಜೆಪಿಗರು	[1033, 830, 1431, 894]
story8-headline: ರೋಟರಿ ಸಂಸ್ಥೆಯಿಂದ ರೈತ ದಿನಾಚರಣೆ	[895, 1188, 1304, 1225]
obit-name-1: ಕೆ.ಎನ್.ಮಹೇಶ್	[176, 860, 254, 876]
story2-body: ಮಂಡ್ಯ, ಜ.1- ಸಕ್ಕರೆ ನಾಡು ಮಂಡ್ಯದಲ್ಲಿ 2023ನೇ ಸಾಲಿನ ಹೊಸ ವರ್ಷವನ್ನು ಸಂಭ್ರಮ ದಿಂದ ಬರಮಾಡಿಕೊಳ್ಳಲಾಯಿತು. ಶನಿವಾರ ರಾತ್ರಿ 7 ಗಂಟೆಗೆ ಮಂಡ್ಯ ನಗರ ಸೇರಿದಂತೆ ಜಿಲ್ಲೆಯಾದ್ಯಂತ ಇರುವ ಹೋಟೆಲ್, ಬಾರ್, ರೆಸ್ಟೋರೆಂಟ್‍ಗಳು ಭರ್ತಿಯಾಗಿದ್ದವು. ಮಧ್ಯರಾತ್ರಿ 12 ರವರೆಗೂ ಹೋಟೆಲ್‍ಗಳು, ಬೇಕರಿಯ ಬಳಿ ಜನಜಂಗುಳಿ ಕಂಡು ಬಂತು. ಬೆಳಿಗ್ಗೆ 12 ಗಂಟೆಯಿಂದ ಆರಂಭವಾದ ಹೊಸ ವರ್ಷಾಚರಣೆ ತಡರಾತ್ರಿವರೆಗೂ ನಡೆಯಿತು. ಇನ್ನು ಮಂಡ್ಯದ ಹಲವು ದೇವಾಲಯಗಳು ಭಕ್ತರಿಂದ ತುಂಬಿದ್ದವು. ಮುಖ್ಯವಾಗಿ ಶ್ರೀರಂಗಪಟ್ಟಣದ ಶ್ರೀರಂಗನಾಥಸ್ವಾಮಿ, ನಿಮಿಷಾಂಬ ದೇವಾಲಯ, ಕರಿಘಟ್ಟ, ಮೇಲುಕೋಟೆ ಸೇರಿದಂತೆ ವಿವಿಧ ದೇಗುಲಗಳಿಗೆ ಭಕ್ತರು ಭೇಟಿ ನೀಡಿ ದೇವರ ದರ್ಶನ ಪಡೆದರು. ಲಕ್ಷ್ಮೀ ಜನಾರ್ಧನ ದೇವಾಲಯ, ಕೆ.ಆರ್.ಪೇಟೆಯ ಶ್ರೀ ಕ್ಷೇತ್ರ ಆದಿಚುಂಚನಗಿರಿ, ಮದ್ದೂರಿನ ಶ್ರೀ ಉಗ್ರನರಸಿಂಹಸ್ವಾಮಿ ದೇವಾಲಯ ಸೇರಿದಂತೆ ವಿವಿಧ ದೇಗುಲಗಳಲ್ಲಿ ಭಕ್ತ ಸಾಗರವೇ ನೆರೆದಿತ್ತು.	[564, 433, 772, 793]
shoe-distribution-caption: ಹುಣಸೂರು: ತಾಲೂಕಿನ ಹನಗೋಡು ಗ್ರಾಮದ ಸರ್ಕಾರಿ ಪ್ರೌಢಶಾಲೆ ವಿದ್ಯಾರ್ಥಿಗಳಿಗೆ ಶಾಲಾಭಿವೃದ್ಧಿ ಸಮಿತಿ ಅಧ್ಯಕ್ಷ ಹರೀಶ್ ಶೂ ವಿತರಿಸಿದರು. ಈ ವೇಳೆ ಶಾಲಾ ಮುಖ್ಯ ಶಿಕ್ಷಕರು ಹಾಗೂ ಶಿಕ್ಷಕರು ಹಾಜರಿದ್ದರು.	[84, 2272, 657, 2303]
paper-name: ಮೈಸೂರು ಮಿತ್ರ	[874, 86, 1063, 127]
story4-body-left: ಭಾರತೀನಗರ, ಜ.1- ಕೆ.ಎಂ.ದೊಡ್ಡಿಯ ವೆಂಕಟೇಶ್ವರ ದೇವಾಲಯದಲ್ಲಿ ವೈಕುಂಠ ಏಕಾದಶಿ ಅಂಗವಾಗಿ ಜ.2 ರಂದು ಭಕ್ತರಿಗೆ 8 ಸಾವಿರ ಕಜ್ಜಾಯ, ಲಾಡು, ಬಾಳೆಹಣ್ಣು ವಿತರಿಸಲು ವೆಂಕಟೇಶ್ವರ ಸೇವಾ ಟ್ರಸ್ಟ್ ಪದಾಧಿಕಾರಿಗಳು ಸಿದ್ಧತೆ ಮಾಡಿಕೊಂಡಿದ್ದಾರೆ. ಸೋಮವಾರ ಬೆಳಿಗ್ಗೆ 5.30ಕ್ಕೆ ಸುಪ್ರಭಾತ ಸೇವೆ, ವೈಕುಂಠ ದ್ವಾರ ಪ್ರವೇಶದೊಂದಿಗೆ ಶ್ರೀ ವೆಂಕಟೇಶ್ವರ ಸ್ವಾಮಿಗೆ ಪೂಜೆ ಮತ್ತು ಮಹಾ ಮಂಗಳಾರತಿ,	[311, 903, 419, 1179]
obit-photo-2	[209, 1021, 297, 1130]
story11-headline: ನಾಗರಿಕರಿಗೆ ಮೂಲ ಸೌಲಭ್ಯ ಕಲ್ಪಿಸಲು ಶ್ರಮಿಸುವೆ	[684, 1866, 1217, 1905]
story4-body-right: 8ಕ್ಕೆ ಸೋಮು ತಂಡದ ವರಿಂದ ನಾದಸ್ವರ ಕಾರ್ಯಕ್ರಮ, ಮಧ್ಯಾಹ್ನ 3ಕ್ಕೆ ಮದ್ದೂರು ಕೃಷ್ಣ ತಂಡದಿಂದ ಭಜನಾ ಕಾರ್ಯಕ್ರಮ, ಗೀತಾ ಜಗದೀಶ್ ತಂಡದವರಿಂದ ಭಕ್ತಿ ಗೀತೆಗಳ ಕಾರ್ಯಕ್ರಮ, ಸಂಜೆ 6ಕ್ಕೆ ಹರಿಕಥೆ ವಿದ್ವಾನ್ ಕಾರ್ಕಳ ಮಾಧವ ಶಾಸ್ತ್ರಿ ಸಹೋದರರಿಂದ ಶ್ರೀನಿವಾಸ ಕಲ್ಯಾಣ ಕಥಾ ಕಾಲಕ್ಷೇಪ ಕಾರ್ಯಕ್ರಮಗಳು ಜರುಗಲಿವೆ ಎಂದು ಟ್ರಸ್ಟ್ ಅಧ್ಯಕ್ಷ ಪೂಜಾರಿ ವೆಂಕಟೇಗೌಡ ತಿಳಿಸಿದ್ದಾರೆ.	[540, 903, 719, 1057]
story7-body-left: ನಂಜನಗೂಡು, ಜ.1- ಶಿವಶಂಕರಿ ಮಹಾಯಾಗ ಸಮಿತಿಯಿಂದ ಶ್ರೀಕಂಠೇಶ್ವರ ದೇವಾಲಯದ ಆವರಣದಲ್ಲಿ ಲೋಕ ಕಲ್ಯಾಣಾರ್ಥವಾಗಿ ಶಿವಶಂಕರಿ ಮಹಾಯಾಗ ನಡೆಯಿತು. ಕೇರಳದ ಪಾಲಕ್ಕಾಡ್‍ನ ವ್ಯಾಸಾನಂದ ಶಿವಯೋಗಿ ಗುರೂಜಿ ನೇತೃತ್ವದಲ್ಲಿ ಶನಿವಾರ ಮುಂಜಾನೆಯಿಂದಲೇ ವಿವಿಧ ಪೂಜಾ ಕೈಂಕರ್ಯಗಳು ನೆರವೇರಿದವು. ಯಾಗದ ಪೂರ್ಣಾಹುತಿ ಬಳಿಕ ಭಕ್ತರಿಗೆ ಪ್ರಸಾದ ವಿತರಣೆ ಮಾಡಲಾಯಿತು. ನೂರಾರು ಸಂಖ್ಯೆಯ ಭಕ್ತರು ಯಾಗದಲ್ಲಿ ಪಾಲ್ಗೊಂಡು ಶಿವಶಂಕರಿ ದೇವಿಯ ಕೃಪೆಗೆ ಪಾತ್ರರಾದರು.	[84, 1238, 303, 1416]
calendar-release-photo	[1098, 1623, 1507, 1805]
